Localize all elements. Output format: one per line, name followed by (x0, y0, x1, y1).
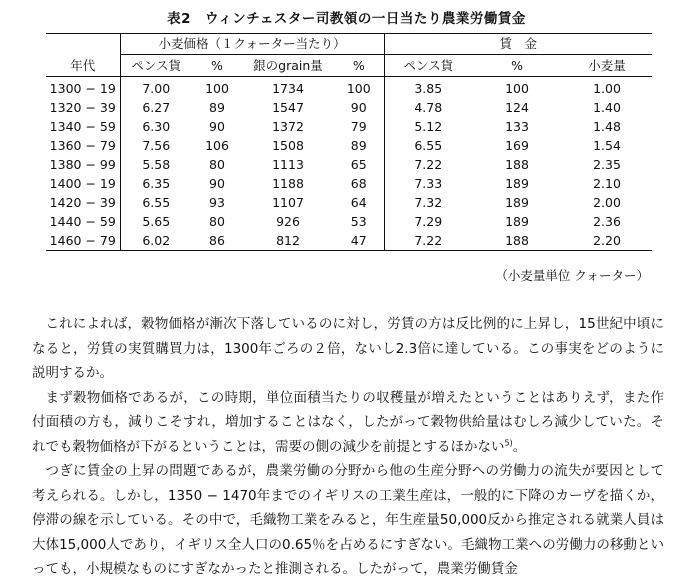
cell-wheat-qty: 1.54 (593, 138, 621, 153)
cell-wage-pct: 100 (505, 81, 529, 96)
cell-wage-pence: 7.33 (384, 174, 472, 193)
cell-wheat-pence: 5.58 (120, 155, 192, 174)
cell-silver: 1188 (272, 176, 304, 191)
cell-wage-pence: 6.55 (384, 136, 472, 155)
cell-period: 1460 − 79 (46, 231, 120, 251)
cell-wheat-qty: 1.48 (593, 119, 621, 134)
cell-silver-pct: 90 (350, 100, 367, 115)
cell-wheat-pence: 6.55 (120, 193, 192, 212)
table-title: 表2 ウィンチェスター司教領の一日当たり農業労働賃金 (167, 11, 526, 27)
cell-wheat-pct: 80 (209, 157, 225, 172)
table-row (46, 212, 652, 231)
table-row (46, 193, 652, 212)
cell-wage-pence: 7.22 (384, 231, 472, 251)
cell-wheat-qty: 2.00 (593, 195, 621, 210)
cell-silver: 926 (276, 214, 300, 229)
cell-wheat-pct: 86 (192, 231, 242, 251)
cell-wheat-qty: 2.20 (562, 231, 652, 251)
cell-wage-pct: 189 (505, 176, 529, 191)
cell-wage-pct: 189 (505, 214, 529, 229)
header-silver-pct: % (334, 55, 384, 77)
cell-wheat-pct: 106 (205, 138, 229, 153)
cell-wage-pct: 188 (505, 157, 529, 172)
table-row (46, 155, 652, 174)
cell-silver-pct: 89 (350, 138, 367, 153)
cell-wage-pct: 133 (505, 119, 529, 134)
header-silver-grain: 銀のgrain量 (242, 55, 334, 77)
cell-wage-pct: 188 (472, 231, 562, 251)
table-row (46, 231, 652, 251)
cell-wheat-pence: 7.00 (120, 77, 192, 99)
cell-wheat-pence: 6.30 (120, 117, 192, 136)
cell-wheat-pct: 89 (209, 100, 225, 115)
header-period: 年代 (46, 55, 120, 77)
header-wheat-pct: % (192, 55, 242, 77)
cell-wage-pct: 124 (505, 100, 529, 115)
cell-silver-pct: 65 (350, 157, 367, 172)
cell-period: 1360 − 79 (49, 138, 116, 153)
cell-wheat-pence: 7.56 (120, 136, 192, 155)
wage-table (46, 33, 652, 251)
cell-wheat-pct: 90 (209, 176, 225, 191)
cell-period: 1420 − 39 (49, 195, 116, 210)
cell-silver: 1547 (272, 100, 304, 115)
cell-period: 1340 − 59 (49, 119, 116, 134)
cell-silver-pct: 47 (334, 231, 384, 251)
cell-wheat-qty: 2.36 (593, 214, 621, 229)
cell-wheat-pct: 80 (209, 214, 225, 229)
wage-group-header: 賃 金 (384, 34, 652, 55)
cell-silver: 1734 (272, 81, 304, 96)
cell-wheat-qty: 2.10 (593, 176, 621, 191)
header-wage-pct: % (472, 55, 562, 77)
cell-silver: 1107 (272, 195, 304, 210)
paragraph-3: つぎに賃金の上昇の問題であるが，農業労働の分野から他の生産分野への労働力の流失が要因として考えられる。しかし，1350 − 1470年までのイギリスの工業生産は，一般的に下降のカーヴを描くか，停滞の線を示している。その中で，毛織物工業をみると，年生産量50,000反から推定される就業人員は大体15,000人であり，イギリス全人口の0.65％を占めるにすぎない。毛織物工業への労働力の移動といっても，小規模なものにすぎなかったと推測される。したがって，農業労働賃金 (32, 463, 664, 577)
paragraph-2-text: まず穀物価格であるが，この時期，単位面積当たりの収穫量が増えたということはありえず，また作付面積の方も，減りこそすれ，増加することはなく，したがって穀物供給量はむしろ減少していた。それでも穀物価格が下がるということは，需要の側の減少を前提とするほかない (32, 389, 664, 455)
paragraph-2-end: 。 (512, 438, 527, 455)
paragraph-2 (32, 386, 664, 460)
cell-period: 1300 − 19 (49, 81, 116, 96)
table-row (46, 174, 652, 193)
cell-silver: 1113 (272, 157, 304, 172)
cell-silver: 1372 (272, 119, 304, 134)
header-wheat-qty: 小麦量 (562, 55, 652, 77)
cell-wheat-qty: 2.35 (593, 157, 621, 172)
cell-wage-pence: 7.22 (384, 155, 472, 174)
column-header-row (46, 55, 652, 77)
cell-wheat-qty: 1.00 (593, 81, 621, 96)
header-wheat-pence: ペンス貨 (120, 55, 192, 77)
table-row (46, 136, 652, 155)
cell-silver-pct: 53 (350, 214, 367, 229)
cell-wheat-qty: 1.40 (593, 100, 621, 115)
paragraph-1: これによれば，穀物価格が漸次下落しているのに対し，労賃の方は反比例的に上昇し，15世紀中頃になると，労賃の実質購買力は，1300年ごろの２倍，ないし2.3倍に達している。この事実をどのように説明するか。 (32, 316, 664, 381)
cell-wage-pct: 189 (505, 195, 529, 210)
period-header-spacer (46, 34, 120, 55)
cell-silver: 1508 (272, 138, 304, 153)
cell-wheat-pct: 93 (209, 195, 225, 210)
table-row (46, 77, 652, 99)
cell-period: 1380 − 99 (49, 157, 116, 172)
wheat-price-group-header: 小麦価格（１クォーター当たり） (120, 34, 384, 55)
cell-silver-pct: 68 (350, 176, 367, 191)
cell-wheat-pence: 6.35 (120, 174, 192, 193)
cell-period: 1400 − 19 (49, 176, 116, 191)
cell-wage-pence: 7.29 (384, 212, 472, 231)
cell-wage-pct: 169 (505, 138, 529, 153)
cell-period: 1440 − 59 (49, 214, 116, 229)
table-row (46, 98, 652, 117)
body-text (32, 312, 664, 582)
cell-silver-pct: 64 (350, 195, 367, 210)
cell-silver-pct: 100 (346, 81, 371, 96)
header-wage-pence: ペンス貨 (384, 55, 472, 77)
cell-wage-pence: 5.12 (384, 117, 472, 136)
cell-silver: 812 (242, 231, 334, 251)
cell-wheat-pence: 6.27 (120, 98, 192, 117)
cell-wage-pence: 7.32 (384, 193, 472, 212)
table-row (46, 117, 652, 136)
group-header-row (46, 34, 652, 55)
unit-note: （小麦量単位 クォーター） (495, 268, 649, 283)
cell-period: 1320 − 39 (49, 100, 116, 115)
cell-wheat-pct: 90 (209, 119, 225, 134)
cell-wage-pence: 3.85 (384, 77, 472, 99)
cell-wage-pence: 4.78 (384, 98, 472, 117)
footnote-ref: 5) (504, 438, 513, 447)
cell-silver-pct: 79 (350, 119, 367, 134)
cell-wheat-pence: 6.02 (120, 231, 192, 251)
cell-wheat-pct: 100 (205, 81, 229, 96)
cell-wheat-pence: 5.65 (120, 212, 192, 231)
